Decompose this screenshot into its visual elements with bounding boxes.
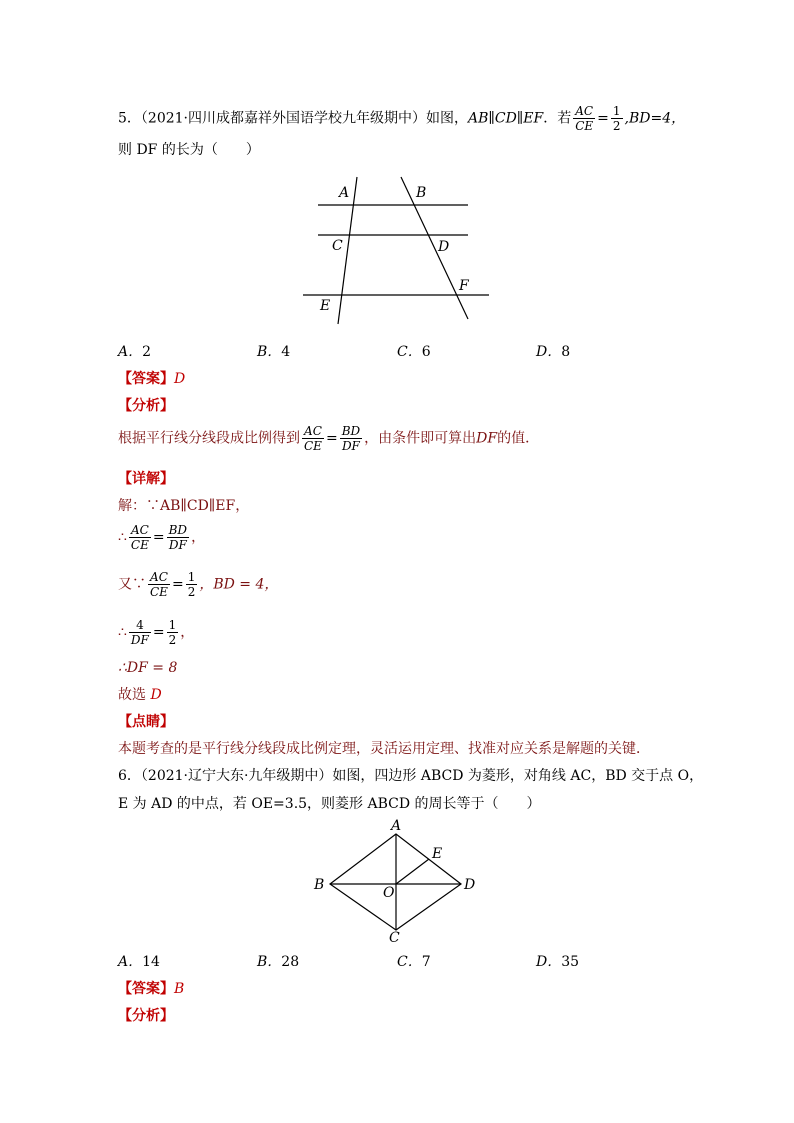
q5-number: 5． [118,110,141,127]
q5-option-c: C．6 [397,344,431,360]
answer-value: D [174,371,186,387]
fraction: $\frac{BD}{DF}$ [168,523,188,552]
q6-segment-oe [396,859,429,884]
q6-option-c: C．7 [397,954,431,970]
q5-stem-line2: 则 DF 的长为（ ） [118,142,260,158]
q5-label-e: E [320,298,331,314]
q5-label-f: F [459,278,469,294]
q5-analysis-label: 【分析】 [118,398,174,414]
answer-label: 【答案】 [118,981,174,997]
q6-analysis-label: 【分析】 [118,1008,174,1024]
q5-option-a: A．2 [118,344,152,360]
q6-option-b: B．28 [257,954,300,970]
q5-stem-line1 [118,104,685,133]
fraction: $\frac{AC}{CE}$ [150,570,168,599]
q6-label-e: E [432,846,443,862]
q5-option-b: B．4 [257,344,291,360]
q5-detail-line2: ∴ $\frac{AC}{CE}$ = $\frac{BD}{DF}$ ， [118,523,206,552]
q5-detail-line5: ∴DF = 8 [118,660,178,676]
answer-label: 【答案】 [118,371,174,387]
fraction: $\frac{AC}{CE}$ [304,424,322,453]
q6-label-c: C [389,930,400,946]
q5-detail-line6: 故选 D [118,687,162,703]
q5-detail-line4: ∴ $\frac{4}{DF}$ = $\frac{1}{2}$ ， [118,618,195,647]
q5-detail-label: 【详解】 [118,471,174,487]
fraction: $\frac{1}{2}$ [168,618,177,647]
q5-eq: = [597,110,609,127]
q5-analysis-text: 根据平行线分线段成比例得到 $\frac{AC}{CE}$ = $\frac{BD}{DF}$ ，由条件即可算出DF的值． [118,424,540,453]
fraction: $\frac{4}{DF}$ [130,618,149,647]
q5-label-a: A [339,185,350,201]
q5-option-d: D．8 [536,344,571,360]
q5-fraction-ac-ce: $\frac{AC}{CE}$ [575,104,594,133]
q5-label-d: D [438,239,450,255]
fraction: $\frac{AC}{CE}$ [130,523,149,552]
fraction: $\frac{BD}{DF}$ [341,424,361,453]
q5-parallel: AB∥CD∥EF [468,110,544,127]
q5-label-b: B [416,185,427,201]
q6-option-a: A．14 [118,954,160,970]
q5-transversal-bdf [401,177,468,319]
q6-answer [118,979,184,999]
q5-fraction-half: $\frac{1}{2}$ [612,104,621,133]
q5-detail-line1: 解：∵AB∥CD∥EF， [118,498,250,514]
q5-bd: ,BD=4， [624,110,686,127]
q6-stem-line2: E 为 AD 的中点，若 OE=3.5，则菱形 ABCD 的周长等于（ ） [118,796,541,812]
q5-figure [300,172,500,332]
fraction: $\frac{1}{2}$ [187,570,196,599]
q6-figure [305,816,485,948]
q5-text1: 如图， [426,110,468,127]
q5-text2: ．若 [543,110,572,127]
q5-point-text: 本题考查的是平行线分线段成比例定理，灵活运用定理、找准对应关系是解题的关键． [118,741,650,757]
q5-source: （2021·四川成都嘉祥外国语学校九年级期中） [140,110,426,127]
q5-answer [118,369,185,389]
q6-label-o: O [383,885,395,901]
q6-label-a: A [391,818,402,834]
q6-option-d: D．35 [536,954,580,970]
q5-label-c: C [332,238,343,254]
answer-value: B [174,981,185,997]
q5-point-label: 【点睛】 [118,714,174,730]
q5-detail-line3: 又∵ $\frac{AC}{CE}$ = $\frac{1}{2}$ ，BD = 4， [118,570,279,599]
q6-label-b: B [314,877,325,893]
q6-stem-line1: 6．（2021·辽宁大东·九年级期中）如图，四边形 ABCD 为菱形，对角线 AC，BD 交于点 O， [118,768,704,784]
q6-label-d: D [464,877,476,893]
